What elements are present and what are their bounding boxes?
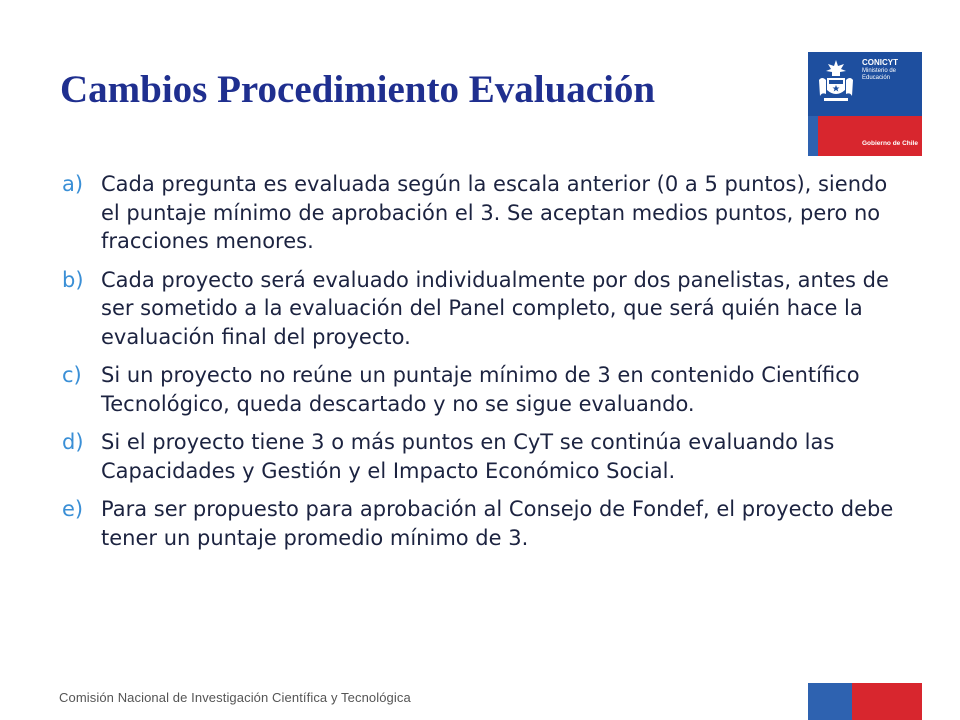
logo-red-band <box>818 116 922 156</box>
chile-coat-of-arms-icon <box>816 58 856 104</box>
list-item <box>62 495 902 552</box>
footer-flag-bar <box>808 683 922 720</box>
footer-institution: Comisión Nacional de Investigación Científica y Tecnológica <box>59 690 411 705</box>
list-item <box>62 170 902 256</box>
logo-government: Gobierno de Chile <box>862 140 918 147</box>
flag-blue-block <box>808 683 852 720</box>
list-item-text: Si el proyecto tiene 3 o más puntos en CyT se continúa evaluando las Capacidades y Gestión y el Impacto Económico Social. <box>101 430 835 483</box>
list-marker: b) <box>62 267 84 292</box>
list-item-text: Si un proyecto no reúne un puntaje mínimo de 3 en contenido Científico Tecnológico, queda descartado y no se sigue evaluando. <box>101 363 860 416</box>
list-marker: e) <box>62 497 84 521</box>
list-marker: a) <box>62 172 84 196</box>
criteria-list <box>62 170 902 562</box>
logo-blue-strip <box>808 116 818 156</box>
list-item-text: Cada pregunta es evaluada según la escala anterior (0 a 5 puntos), siendo el puntaje mínimo de aprobación el 3. Se aceptan medios puntos, pero no fracciones menores. <box>101 172 888 253</box>
list-item <box>62 361 902 418</box>
logo-subtitle: Ministerio de Educación <box>862 68 897 81</box>
list-item <box>62 266 902 352</box>
list-item <box>62 428 902 485</box>
list-marker: d) <box>62 430 84 454</box>
list-marker: c) <box>62 363 82 387</box>
logo-name: CONICYT <box>862 58 898 67</box>
conicyt-logo <box>808 52 922 156</box>
flag-red-block <box>852 683 922 720</box>
list-item-text: Para ser propuesto para aprobación al Consejo de Fondef, el proyecto debe tener un puntaje promedio mínimo de 3. <box>101 497 894 550</box>
list-item-text: Cada proyecto será evaluado individualmente por dos panelistas, antes de ser sometido a la evaluación del Panel completo, que será quién hace la evaluación final del proyecto. <box>101 267 889 349</box>
slide-title: Cambios Procedimiento Evaluación <box>60 68 656 111</box>
